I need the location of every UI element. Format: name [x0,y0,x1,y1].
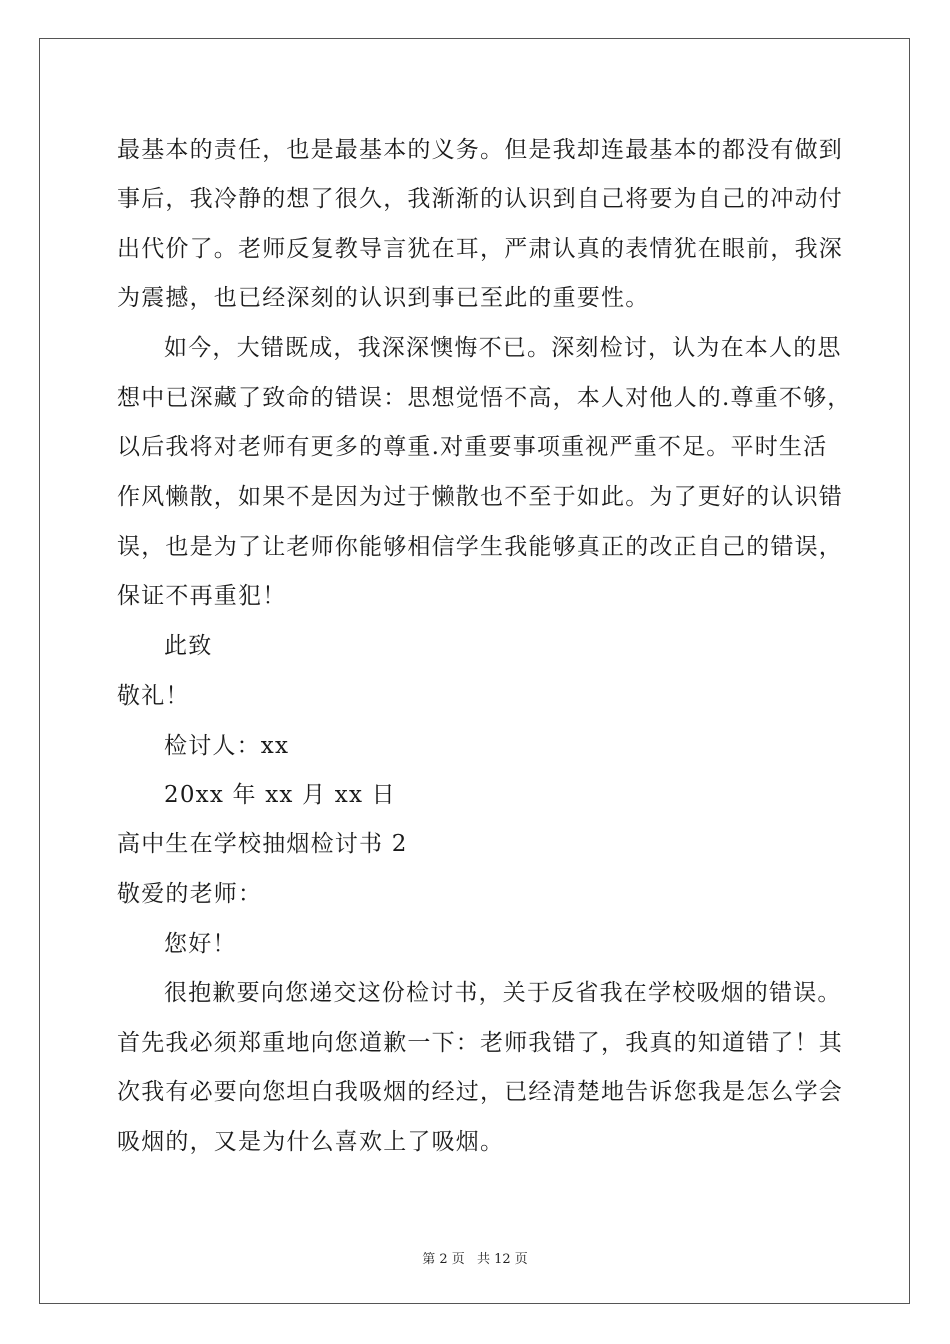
paragraph-start: 如今，大错既成，我深深懊悔不已。深刻检讨，认为在本人的思 [164,335,842,361]
page-border [39,38,910,1304]
body-line: 次我有必要向您坦白我吸烟的经过，已经清楚地告诉您我是怎么学会 [117,1079,843,1105]
body-line: 吸烟的，又是为什么喜欢上了吸烟。 [117,1129,505,1155]
body-line: 想中已深藏了致命的错误：思想觉悟不高，本人对他人的.尊重不够， [117,385,852,411]
signature-name: 检讨人：xx [164,733,290,759]
body-line: 作风懒散，如果不是因为过于懒散也不至于如此。为了更好的认识错 [117,484,843,510]
paragraph-start: 很抱歉要向您递交这份检讨书，关于反省我在学校吸烟的错误。 [164,980,842,1006]
signature-date: 20xx 年 xx 月 xx 日 [164,782,396,808]
page-footer [0,1248,950,1267]
section-title: 高中生在学校抽烟检讨书 2 [117,831,408,857]
body-line: 保证不再重犯！ [117,583,287,609]
body-line: 首先我必须郑重地向您道歉一下：老师我错了，我真的知道错了！其 [117,1030,843,1056]
body-line: 误，也是为了让老师你能够相信学生我能够真正的改正自己的错误， [117,534,843,560]
page-total: 共 12 页 [476,1252,528,1267]
body-line: 以后我将对老师有更多的尊重.对重要事项重视严重不足。平时生活 [117,434,828,460]
body-line: 出代价了。老师反复教导言犹在耳，严肃认真的表情犹在眼前，我深 [117,236,843,262]
body-line: 最基本的责任，也是最基本的义务。但是我却连最基本的都没有做到 [117,137,843,163]
closing-respect: 敬礼！ [117,683,190,709]
body-line: 事后，我冷静的想了很久，我渐渐的认识到自己将要为自己的冲动付 [117,186,843,212]
body-line: 为震撼，也已经深刻的认识到事已至此的重要性。 [117,285,650,311]
closing-salutation: 此致 [164,633,213,659]
page-number: 第 2 页 [422,1252,465,1267]
greeting-hello: 您好！ [164,931,237,957]
greeting: 敬爱的老师： [117,881,263,907]
